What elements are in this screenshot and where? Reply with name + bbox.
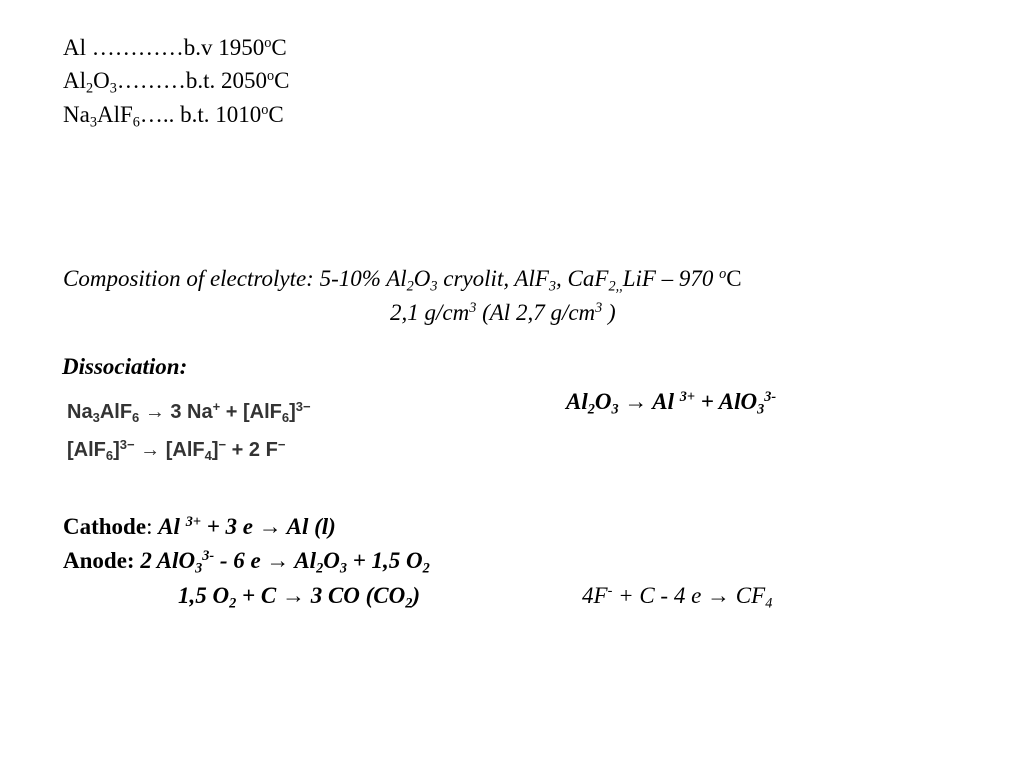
text: + C → 3 CO (CO bbox=[236, 583, 406, 608]
dots: ……… bbox=[116, 68, 186, 93]
subscript: 3 bbox=[339, 560, 347, 577]
text: b.t. 2050 bbox=[185, 68, 268, 93]
text: ) bbox=[602, 300, 616, 325]
text: + 2 F bbox=[226, 439, 278, 461]
subscript: 4 bbox=[204, 447, 212, 463]
subscript: 6 bbox=[132, 409, 140, 425]
charge: 3+ bbox=[679, 389, 695, 406]
subscript: 3 bbox=[89, 114, 97, 131]
subscript: 2 bbox=[422, 560, 430, 577]
composition-label: Composition of electrolyte: bbox=[63, 266, 320, 291]
subscript: 2 bbox=[316, 560, 324, 577]
cathode-label: Cathode bbox=[63, 514, 147, 539]
unit: C bbox=[268, 102, 284, 127]
superscript: 3 bbox=[595, 300, 603, 317]
charge: - bbox=[607, 583, 613, 600]
anode-reaction bbox=[63, 548, 430, 577]
electrolyte-density bbox=[390, 301, 616, 324]
electrolyte-composition bbox=[63, 266, 742, 295]
superscript: 3 bbox=[469, 300, 477, 317]
text: + 3 e → Al (l) bbox=[200, 514, 336, 539]
subscript: 2 bbox=[406, 278, 414, 295]
text: → 3 Na bbox=[139, 401, 213, 423]
text: ] bbox=[211, 439, 219, 461]
text: 2 AlO bbox=[134, 548, 196, 573]
subscript: , bbox=[619, 278, 623, 295]
charge: 3- bbox=[764, 389, 777, 406]
subscript: 2 bbox=[587, 401, 595, 418]
cryolite-dissociation-equation-2 bbox=[67, 436, 286, 463]
text: Al bbox=[63, 68, 86, 93]
dissociation-heading: Dissociation: bbox=[62, 354, 188, 379]
subscript: 3 bbox=[195, 560, 203, 577]
text: Al bbox=[63, 35, 86, 60]
subscript: 2 bbox=[86, 80, 94, 97]
text: ) bbox=[412, 583, 421, 608]
text: + [AlF bbox=[220, 401, 282, 423]
text: cryolit, AlF bbox=[437, 266, 549, 291]
text: 1,5 O bbox=[178, 583, 230, 608]
subscript: 3 bbox=[757, 401, 765, 418]
charge: − bbox=[277, 436, 286, 452]
text: + 1,5 O bbox=[346, 548, 423, 573]
text: O bbox=[413, 266, 431, 291]
cathode-reaction bbox=[63, 515, 336, 538]
text: b.v 1950 bbox=[183, 35, 265, 60]
text: [AlF bbox=[67, 439, 106, 461]
text: + AlO bbox=[695, 389, 758, 414]
melting-point-al bbox=[63, 36, 287, 59]
text: O bbox=[594, 389, 612, 414]
text: ] bbox=[289, 401, 296, 423]
subscript: 3 bbox=[611, 401, 619, 418]
text: ] bbox=[113, 439, 120, 461]
text: Na bbox=[67, 401, 93, 423]
text: → Al bbox=[618, 389, 680, 414]
subscript: 2 bbox=[229, 595, 237, 612]
melting-point-cryolite bbox=[63, 102, 284, 131]
subscript: 6 bbox=[105, 447, 114, 463]
colon: : bbox=[146, 514, 159, 539]
cryolite-dissociation-equation-1 bbox=[67, 398, 311, 425]
text: 2,1 g/cm bbox=[390, 300, 470, 325]
charge: 3− bbox=[119, 436, 135, 452]
subscript: 2, bbox=[608, 278, 620, 295]
text: AlF bbox=[96, 102, 133, 127]
anode-label: Anode: bbox=[63, 548, 135, 573]
text: LiF – 970 bbox=[622, 266, 720, 291]
text: - 6 e → Al bbox=[214, 548, 317, 573]
subscript: 6 bbox=[132, 114, 140, 131]
subscript: 3 bbox=[92, 409, 100, 425]
charge: 3− bbox=[295, 398, 311, 414]
degree: o bbox=[261, 102, 269, 119]
subscript: 6 bbox=[281, 409, 290, 425]
charge: 3- bbox=[202, 548, 215, 565]
text: , CaF bbox=[556, 266, 609, 291]
dots: ………… bbox=[86, 35, 184, 60]
text: 5-10% Al bbox=[319, 266, 407, 291]
unit: C bbox=[726, 266, 742, 291]
text: 4F bbox=[582, 583, 608, 608]
dots: ….. bbox=[139, 102, 181, 127]
text: (Al 2,7 g/cm bbox=[476, 300, 596, 325]
unit: C bbox=[271, 35, 287, 60]
text: Al bbox=[158, 514, 186, 539]
subscript: 3 bbox=[109, 80, 117, 97]
subscript: 3 bbox=[548, 278, 557, 295]
text: O bbox=[93, 68, 110, 93]
subscript: 4 bbox=[765, 595, 773, 612]
anode-secondary-reaction bbox=[178, 583, 421, 612]
text: b.t. 1010 bbox=[180, 102, 262, 127]
subscript: 2 bbox=[405, 595, 413, 612]
text: → [AlF bbox=[134, 439, 205, 461]
charge: 3+ bbox=[185, 514, 201, 531]
degree: o bbox=[719, 266, 727, 283]
charge: − bbox=[218, 436, 227, 452]
cf4-reaction bbox=[582, 583, 773, 612]
subscript: 3 bbox=[430, 278, 438, 295]
charge: + bbox=[212, 398, 221, 414]
text: Na bbox=[63, 102, 90, 127]
unit: C bbox=[274, 68, 290, 93]
text: Al bbox=[566, 389, 588, 414]
melting-point-al2o3 bbox=[63, 68, 290, 97]
text: AlF bbox=[99, 401, 133, 423]
text: + C - 4 e → CF bbox=[612, 583, 766, 608]
text: O bbox=[323, 548, 340, 573]
degree: o bbox=[267, 68, 275, 85]
al2o3-dissociation-equation bbox=[566, 389, 777, 418]
degree: o bbox=[264, 35, 272, 52]
